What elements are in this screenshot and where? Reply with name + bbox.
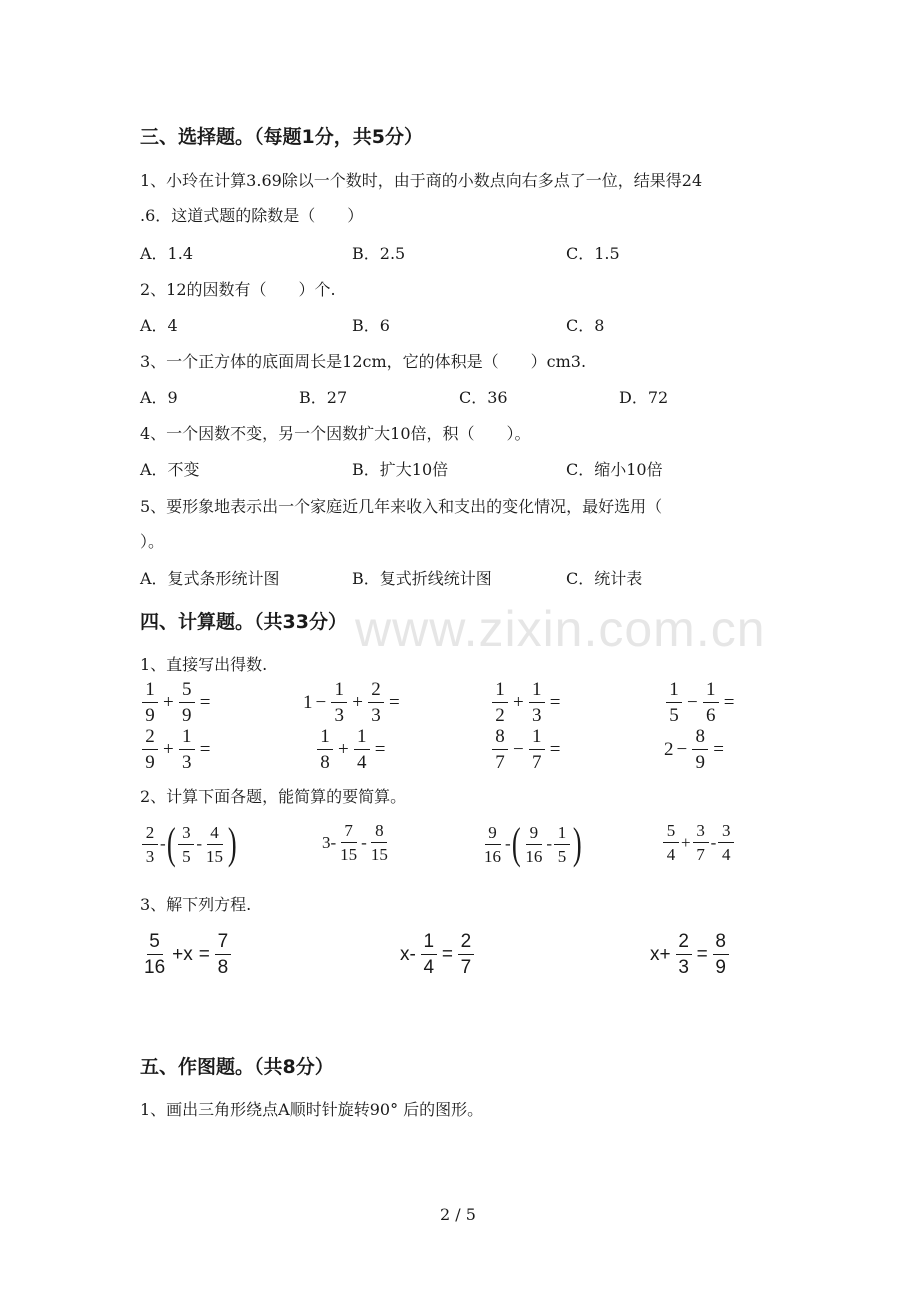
fraction: $\frac{8}{15}$ [370, 821, 388, 864]
expr-2-4: 2 − $\frac{8}{9}$ = [664, 726, 724, 773]
fraction: $\frac{3}{4}$ [718, 822, 734, 863]
section3-title: 三、选择题。（每题1分，共5分） [140, 126, 423, 148]
q3-text: 3、一个正方体的底面周长是12cm，它的体积是（ ）cm3. [140, 352, 587, 371]
fraction: $\frac{5}{9}$ [179, 680, 195, 725]
simplify-1: $\frac{2}{3}$ - ( $\frac{3}{5}$ - $\frac{4}{15}$ ) [140, 822, 238, 866]
fraction: $\frac{9}{16}$ [484, 822, 501, 866]
q4-option-b: B．扩大10倍 [352, 460, 449, 479]
q2-text: 2、12的因数有（ ）个. [140, 280, 336, 299]
q1-option-c: C．1.5 [566, 244, 620, 263]
fraction: $\frac{1}{3}$ [331, 680, 347, 725]
fraction: $\frac{8}{9}$ [713, 932, 729, 977]
calc-q3-text: 3、解下列方程. [140, 895, 252, 914]
fraction: $\frac{1}{3}$ [179, 727, 195, 772]
fraction: $\frac{1}{9}$ [142, 680, 158, 725]
expr-1-4: $\frac{1}{5}$ − $\frac{1}{6}$ = [664, 680, 737, 725]
fraction: $\frac{7}{8}$ [215, 932, 231, 977]
q3-option-a: A．9 [140, 388, 178, 407]
expr-2-1: $\frac{2}{9}$ + $\frac{1}{3}$ = [140, 727, 213, 772]
fraction: $\frac{3}{5}$ [178, 824, 194, 865]
calc-q2-text: 2、计算下面各题，能简算的要简算。 [140, 787, 407, 806]
fraction: $\frac{4}{15}$ [206, 822, 223, 866]
expr-2-3: $\frac{8}{7}$ − $\frac{1}{7}$ = [490, 727, 563, 772]
q1-line1: 1、小玲在计算3.69除以一个数时，由于商的小数点向右多点了一位，结果得24 [140, 171, 703, 190]
q1-option-b: B．2.5 [352, 244, 406, 263]
fraction: $\frac{1}{7}$ [529, 727, 545, 772]
expr-2-2: $\frac{1}{8}$ + $\frac{1}{4}$ = [315, 727, 388, 772]
fraction: $\frac{8}{9}$ [692, 727, 708, 772]
watermark: www.zixin.com.cn [355, 601, 766, 657]
q5-option-a: A．复式条形统计图 [140, 569, 280, 588]
calc-q1-text: 1、直接写出得数. [140, 655, 268, 674]
expr-1-3: $\frac{1}{2}$ + $\frac{1}{3}$ = [490, 680, 563, 725]
fraction: $\frac{7}{15}$ [340, 821, 358, 864]
fraction: $\frac{5}{16}$ [144, 931, 166, 978]
q2-option-c: C．8 [566, 316, 605, 335]
q1-option-a: A．1.4 [140, 244, 194, 263]
fraction: $\frac{1}{2}$ [492, 680, 508, 725]
fraction: $\frac{2}{9}$ [142, 727, 158, 772]
q4-text: 4、一个因数不变，另一个因数扩大10倍，积（ ）。 [140, 424, 531, 443]
fraction: $\frac{8}{7}$ [492, 727, 508, 772]
q3-option-d: D．72 [619, 388, 669, 407]
simplify-3: $\frac{9}{16}$ - ( $\frac{9}{16}$ - $\frac{1}{5}$ ) [484, 819, 582, 868]
q3-option-c: C．36 [459, 388, 508, 407]
q1-line2: .6．这道式题的除数是（ ） [140, 206, 364, 225]
page-number: 2 / 5 [440, 1205, 476, 1224]
fraction: $\frac{2}{3}$ [368, 680, 384, 725]
fraction: $\frac{1}{4}$ [354, 727, 370, 772]
simplify-2: 3 - $\frac{7}{15}$ - $\frac{8}{15}$ [322, 821, 388, 864]
fraction: $\frac{2}{3}$ [142, 824, 158, 865]
q5-option-b: B．复式折线统计图 [352, 569, 492, 588]
equation-2: x- $\frac{1}{4}$ = $\frac{2}{7}$ [397, 932, 476, 977]
draw-q1-text: 1、画出三角形绕点A顺时针旋转90° 后的图形。 [140, 1100, 484, 1119]
fraction: $\frac{1}{3}$ [529, 680, 545, 725]
section4-title: 四、计算题。（共33分） [140, 611, 347, 633]
fraction: $\frac{1}{5}$ [554, 824, 570, 865]
q5-line2: ）。 [140, 532, 165, 551]
q3-option-b: B．27 [299, 388, 348, 407]
fraction: $\frac{1}{4}$ [421, 932, 437, 977]
equation-3: x+ $\frac{2}{3}$ = $\frac{8}{9}$ [647, 932, 731, 977]
expr-1-1: $\frac{1}{9}$ + $\frac{5}{9}$ = [140, 680, 213, 725]
q2-option-a: A．4 [140, 316, 178, 335]
fraction: $\frac{2}{3}$ [676, 932, 692, 977]
q2-option-b: B．6 [352, 316, 390, 335]
q4-option-c: C．缩小10倍 [566, 460, 663, 479]
simplify-4: $\frac{5}{4}$ + $\frac{3}{7}$ - $\frac{3}{4}$ [661, 822, 736, 863]
fraction: $\frac{1}{5}$ [666, 680, 682, 725]
fraction: $\frac{2}{7}$ [458, 932, 474, 977]
section5-title: 五、作图题。（共8分） [140, 1056, 334, 1078]
fraction: $\frac{1}{8}$ [317, 727, 333, 772]
equation-1: $\frac{5}{16}$ +x = $\frac{7}{8}$ [140, 932, 233, 977]
q4-option-a: A．不变 [140, 460, 200, 479]
q5-line1: 5、要形象地表示出一个家庭近几年来收入和支出的变化情况，最好选用（ [140, 497, 663, 516]
q5-option-c: C．统计表 [566, 569, 643, 588]
fraction: $\frac{1}{6}$ [703, 680, 719, 725]
fraction: $\frac{9}{16}$ [525, 822, 543, 866]
expr-1-2: 1 − $\frac{1}{3}$ + $\frac{2}{3}$ = [303, 679, 400, 726]
fraction: $\frac{3}{7}$ [693, 822, 709, 863]
fraction: $\frac{5}{4}$ [663, 822, 679, 863]
